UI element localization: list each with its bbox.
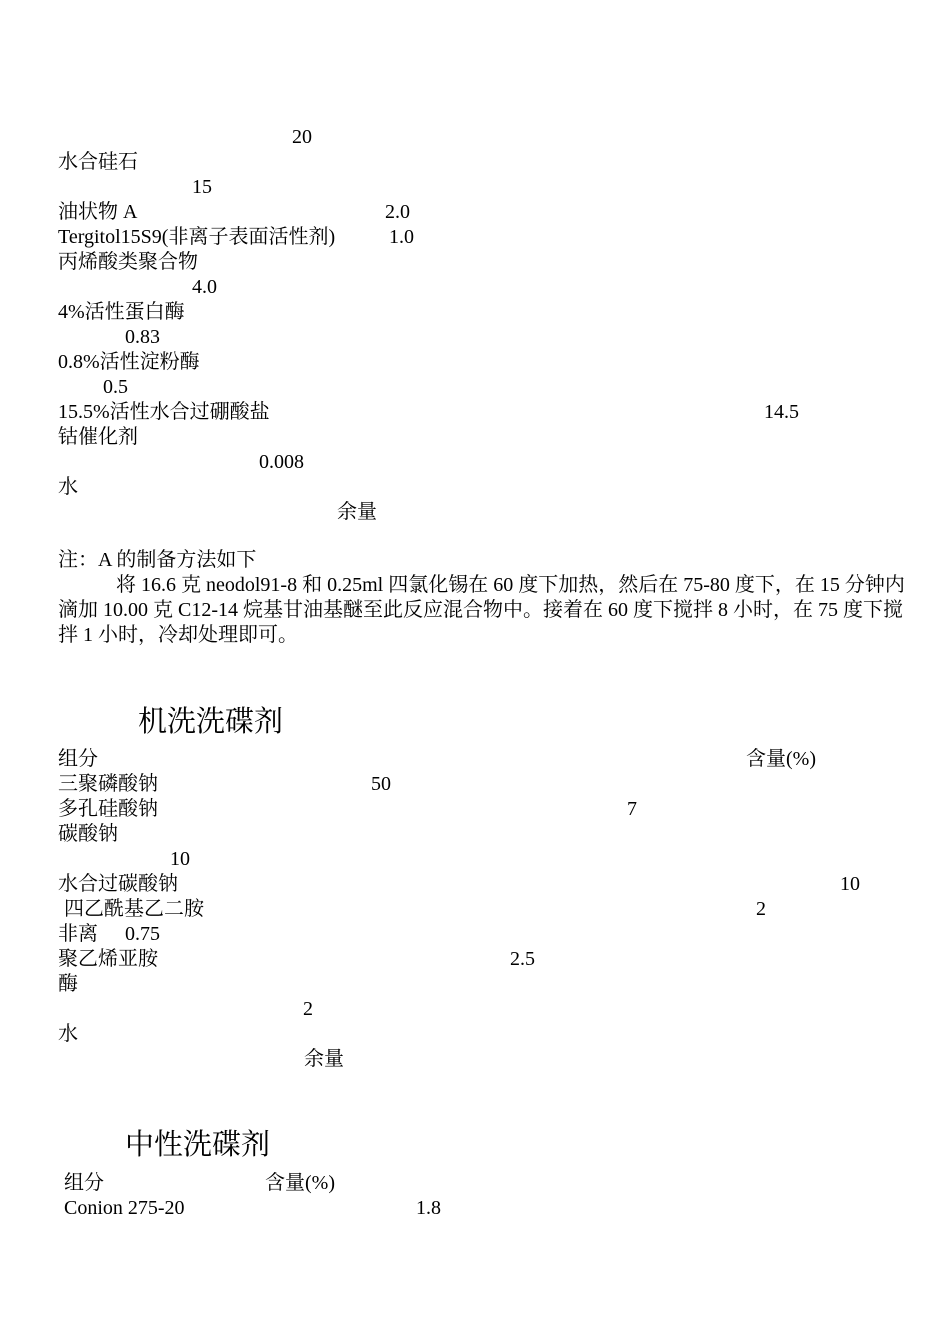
value-cell: 0.83 [125, 326, 160, 348]
note-title: 注：A 的制备方法如下 [58, 549, 257, 571]
section-heading: 机洗洗碟剂 [138, 706, 284, 738]
value-cell: 0.75 [125, 923, 160, 945]
value-cell: 0.008 [259, 451, 304, 473]
value-cell: 2 [303, 998, 313, 1020]
value-cell: 2.0 [385, 201, 410, 223]
component-name: 水 [58, 476, 78, 498]
value-cell: 0.5 [103, 376, 128, 398]
value-cell: 余量 [304, 1048, 344, 1070]
column-header-content: 含量(%) [746, 748, 816, 770]
value-cell: 1.0 [389, 226, 414, 248]
value-cell: 余量 [337, 501, 377, 523]
component-name: 0.8%活性淀粉酶 [58, 351, 200, 373]
value-cell: 2.5 [510, 948, 535, 970]
component-name: 油状物 A [58, 201, 138, 223]
section-heading: 中性洗碟剂 [125, 1129, 271, 1161]
component-name: 多孔硅酸钠 [58, 798, 158, 820]
column-header-component: 组分 [64, 1172, 104, 1194]
component-name: 钴催化剂 [58, 426, 138, 448]
component-name: 丙烯酸类聚合物 [58, 251, 198, 273]
value-cell: 14.5 [764, 401, 799, 423]
value-cell: 15 [192, 176, 212, 198]
component-name: 聚乙烯亚胺 [58, 948, 158, 970]
component-name: Conion 275-20 [64, 1197, 185, 1219]
value-cell: 7 [627, 798, 637, 820]
column-header-component: 组分 [58, 748, 98, 770]
component-name: 水 [58, 1023, 78, 1045]
component-name: 4%活性蛋白酶 [58, 301, 185, 323]
value-cell: 1.8 [416, 1197, 441, 1219]
component-name: 酶 [58, 973, 78, 995]
value-cell: 4.0 [192, 276, 217, 298]
value-cell: 10 [840, 873, 860, 895]
component-name: 水合硅石 [58, 151, 138, 173]
value-cell: 20 [292, 126, 312, 148]
value-cell: 50 [371, 773, 391, 795]
column-header-content: 含量(%) [265, 1172, 335, 1194]
value-cell: 10 [170, 848, 190, 870]
component-name: 碳酸钠 [58, 823, 118, 845]
component-name: 非离 [58, 923, 98, 945]
component-name: 水合过碳酸钠 [58, 873, 178, 895]
component-name: 15.5%活性水合过硼酸盐 [58, 401, 270, 423]
component-name: 三聚磷酸钠 [58, 773, 158, 795]
note-body: 将 16.6 克 neodol91-8 和 0.25ml 四氯化锡在 60 度下加热，然后在 75-80 度下，在 15 分钟内滴加 10.00 克 C12-14 烷基甘油基醚至此反应混合物中。接着在 60 度下搅拌 8 小时，在 75 度下搅拌 1 小时，冷却处理即可。 [58, 574, 905, 646]
component-name: 四乙酰基乙二胺 [64, 898, 204, 920]
value-cell: 2 [756, 898, 766, 920]
component-name: Tergitol15S9(非离子表面活性剂) [58, 226, 336, 248]
